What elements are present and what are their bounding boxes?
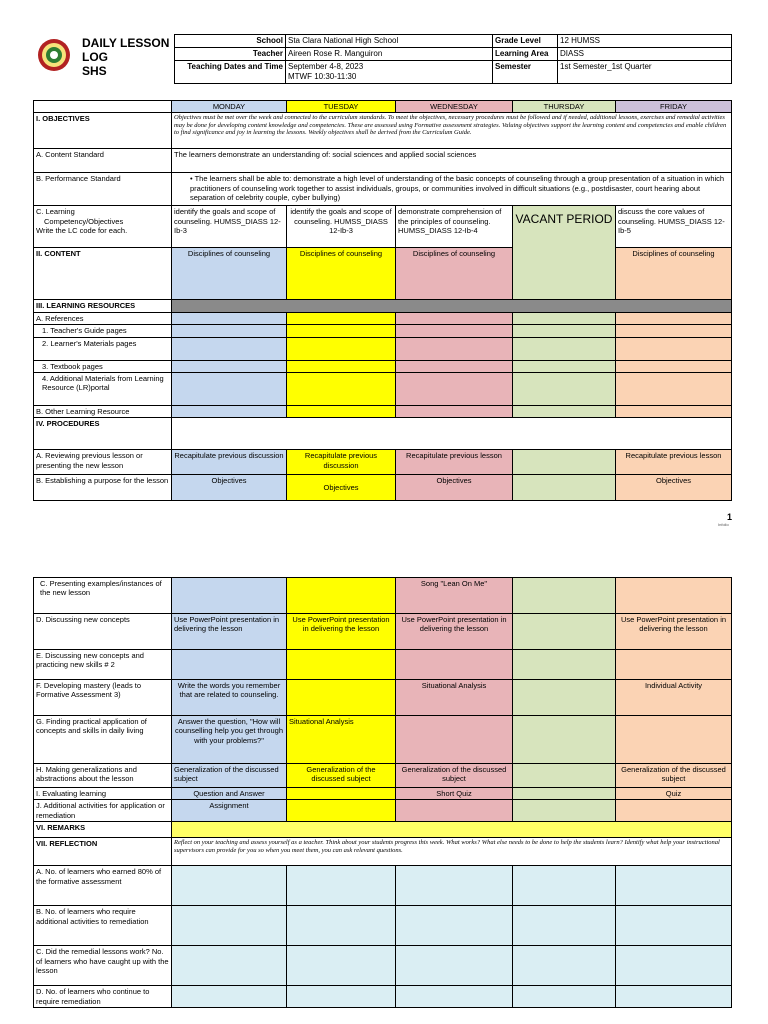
proc-h-wednesday: Generalization of the discussed subject <box>396 764 513 788</box>
page-footer-mark: Infolio <box>718 522 729 527</box>
proc-i-label: I. Evaluating learning <box>34 788 172 800</box>
proc-d-wednesday: Use PowerPoint presentation in delivering the lesson <box>396 614 513 650</box>
teacher-label: Teacher <box>175 48 286 61</box>
procedures-label: IV. PROCEDURES <box>34 418 172 450</box>
vacant-period: VACANT PERIOD <box>513 206 616 300</box>
content-standard-label: A. Content Standard <box>34 149 172 173</box>
competency-tuesday: identify the goals and scope of counseling. HUMSS_DIASS 12-Ib-3 <box>287 206 396 248</box>
objectives-label: I. OBJECTIVES <box>34 113 172 149</box>
proc-h-friday: Generalization of the discussed subject <box>616 764 732 788</box>
header-info-table <box>174 34 732 84</box>
proc-b-monday: Objectives <box>172 475 287 501</box>
tg-label: 1. Teacher's Guide pages <box>34 325 172 337</box>
proc-h-monday: Generalization of the discussed subject <box>172 764 287 788</box>
proc-e-label: E. Discussing new concepts and practicing new skills # 2 <box>34 650 172 680</box>
proc-c-label: C. Presenting examples/instances of the new lesson <box>34 578 172 614</box>
proc-g-label: G. Finding practical application of concepts and skills in daily living <box>34 716 172 764</box>
reflection-a-label: A. No. of learners who earned 80% of the formative assessment <box>34 866 172 906</box>
proc-h-tuesday: Generalization of the discussed subject <box>287 764 396 788</box>
content-monday: Disciplines of counseling <box>172 248 287 300</box>
dates-label: Teaching Dates and Time <box>175 61 286 84</box>
proc-j-label: J. Additional activities for application or remediation <box>34 800 172 822</box>
reflection-d-label: D. No. of learners who continue to require remediation <box>34 986 172 1008</box>
other-resource-label: B. Other Learning Resource <box>34 405 172 417</box>
area-value: DIASS <box>558 48 732 61</box>
proc-f-monday: Write the words you remember that are related to counseling. <box>172 680 287 716</box>
area-label: Learning Area <box>493 48 558 61</box>
reflection-text: Reflect on your teaching and assess yourself as a teacher. Think about your students progress this week. What works? What else needs to be done to help the students learn? Identify what help your instructional supervisors can provide for you so when you meet them, you can ask relevant questions. <box>172 838 732 866</box>
semester-value: 1st Semester_1st Quarter <box>558 61 732 84</box>
reflection-c-label: C. Did the remedial lessons work? No. of learners who have caught up with the lesson <box>34 946 172 986</box>
proc-i-friday: Quiz <box>616 788 732 800</box>
remarks-label: VI. REMARKS <box>34 822 172 838</box>
page-number: 1 <box>727 512 733 522</box>
grade-value: 12 HUMSS <box>558 35 732 48</box>
teacher-value: Aireen Rose R. Manguiron <box>286 48 493 61</box>
reflection-label: VII. REFLECTION <box>34 838 172 866</box>
proc-b-wednesday: Objectives <box>396 475 513 501</box>
content-standard-text: The learners demonstrate an understanding of: social sciences and applied social sciences <box>172 149 732 173</box>
content-label: II. CONTENT <box>34 248 172 300</box>
proc-b-friday: Objectives <box>616 475 732 501</box>
proc-f-wednesday: Situational Analysis <box>396 680 513 716</box>
proc-f-label: F. Developing mastery (leads to Formative Assessment 3) <box>34 680 172 716</box>
school-value: Sta Clara National High School <box>286 35 493 48</box>
reflection-b-label: B. No. of learners who require additional activities to remediation <box>34 906 172 946</box>
day-header-thursday: THURSDAY <box>513 101 616 113</box>
dates-value: September 4-8, 2023 MTWF 10:30-11:30 <box>286 61 493 84</box>
proc-a-monday: Recapitulate previous discussion <box>172 450 287 475</box>
competency-wednesday: demonstrate comprehension of the principles of counseling. HUMSS_DIASS 12-Ib-4 <box>396 206 513 248</box>
semester-label: Semester <box>493 61 558 84</box>
proc-a-tuesday: Recapitulate previous discussion <box>287 450 396 475</box>
lesson-log-table-page2 <box>33 577 732 1008</box>
proc-h-label: H. Making generalizations and abstractions about the lesson <box>34 764 172 788</box>
content-wednesday: Disciplines of counseling <box>396 248 513 300</box>
lm-label: 2. Learner's Materials pages <box>34 337 172 360</box>
am-label: 4. Additional Materials from Learning Resource (LR)portal <box>34 372 172 405</box>
proc-d-monday: Use PowerPoint presentation in delivering the lesson <box>172 614 287 650</box>
content-tuesday: Disciplines of counseling <box>287 248 396 300</box>
school-label: School <box>175 35 286 48</box>
grade-label: Grade Level <box>493 35 558 48</box>
proc-f-friday: Individual Activity <box>616 680 732 716</box>
proc-c-wednesday: Song "Lean On Me" <box>396 578 513 614</box>
day-header-wednesday: WEDNESDAY <box>396 101 513 113</box>
proc-i-wednesday: Short Quiz <box>396 788 513 800</box>
proc-d-label: D. Discussing new concepts <box>34 614 172 650</box>
proc-g-tuesday: Situational Analysis <box>287 716 396 764</box>
lesson-log-table-page1 <box>33 100 732 501</box>
day-header-friday: FRIDAY <box>616 101 732 113</box>
objectives-text: Objectives must be met over the week and connected to the curriculum standards. To meet the objectives, necessary procedures must be followed and if needed, additional lessons, exercises and remedial activities may be done for developing content knowledge and competencies. These are assessed using Formative assessment strategies. Valuing objectives support the learning content and competencies and enable children to find significance and joy in learning the lessons. Weekly objectives shall be derived from the Curriculum Guide. <box>172 113 732 149</box>
references-label: A. References <box>34 312 172 324</box>
tb-label: 3. Textbook pages <box>34 360 172 372</box>
proc-b-tuesday: Objectives <box>287 475 396 501</box>
day-header-tuesday: TUESDAY <box>287 101 396 113</box>
proc-d-friday: Use PowerPoint presentation in delivering the lesson <box>616 614 732 650</box>
performance-standard-label: B. Performance Standard <box>34 173 172 206</box>
proc-g-monday: Answer the question, "How will counselling help you get through with your problems?" <box>172 716 287 764</box>
competency-label: C. Learning Competency/Objectives Write the LC code for each. <box>34 206 172 248</box>
performance-standard-text: • The learners shall be able to: demonstrate a high level of understanding of the basic concepts of counseling through a group presentation of a situation in which practitioners of counseling work together to assist individuals, groups, or communities involved in difficult situations (e.g., postdisaster, court hearing about separation of celebrity couple, cyber bullying) <box>172 173 732 206</box>
content-friday: Disciplines of counseling <box>616 248 732 300</box>
proc-a-label: A. Reviewing previous lesson or presenting the new lesson <box>34 450 172 475</box>
proc-a-friday: Recapitulate previous lesson <box>616 450 732 475</box>
proc-a-wednesday: Recapitulate previous lesson <box>396 450 513 475</box>
resources-label: III. LEARNING RESOURCES <box>34 300 172 312</box>
proc-j-monday: Assignment <box>172 800 287 822</box>
proc-i-monday: Question and Answer <box>172 788 287 800</box>
day-header-monday: MONDAY <box>172 101 287 113</box>
document-title: DAILY LESSON LOG SHS <box>82 36 170 78</box>
proc-d-tuesday: Use PowerPoint presentation in delivering the lesson <box>287 614 396 650</box>
competency-friday: discuss the core values of counseling. HUMSS_DIASS 12-Ib-5 <box>616 206 732 248</box>
school-seal-logo <box>37 38 71 72</box>
proc-b-label: B. Establishing a purpose for the lesson <box>34 475 172 501</box>
competency-monday: identify the goals and scope of counseling. HUMSS_DIASS 12-Ib-3 <box>172 206 287 248</box>
